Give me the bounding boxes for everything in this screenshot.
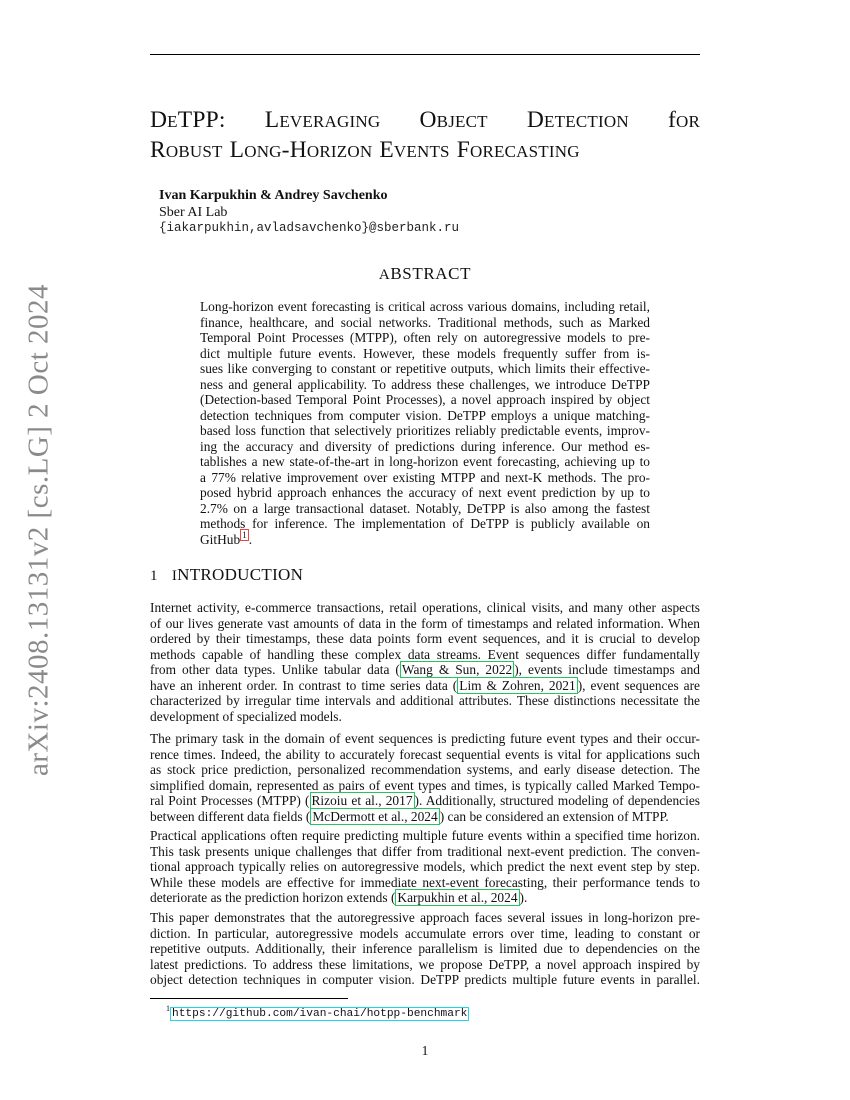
text-line — [150, 662, 700, 678]
text-segment: between different data fields ( — [150, 808, 311, 824]
text-line: This task presents unique challenges that differ from traditional next-event prediction. The conven- — [150, 843, 700, 859]
text-line: diction. In particular, autoregressive models accumulate errors over time, leading to constant or — [150, 925, 700, 941]
citation-wang-sun[interactable]: Wang & Sun, 2022 — [401, 662, 513, 677]
title-word: DETECTION — [526, 107, 629, 133]
abstract-line: tablishes a new state-of-the-art in long-horizon event forecasting, achieving up to — [200, 454, 650, 469]
text-line: latest predictions. To address these limitations, we propose DeTPP, a novel approach inspired by — [150, 956, 700, 972]
abstract-line: posed hybrid approach enhances the accuracy of next event prediction by up to — [200, 485, 650, 500]
text-line: This paper demonstrates that the autoregressive approach faces several issues in long-horizon pre- — [150, 910, 700, 925]
text-line: as stock price prediction, personalized recommendation systems, and early disease detection. The — [150, 762, 700, 777]
abstract-line: finance, healthcare, and social networks. Traditional methods, such as Marked — [200, 314, 650, 330]
author-emails: {iakarpukhin,avladsavchenko}@sberbank.ru — [159, 221, 460, 235]
intro-paragraph-4 — [150, 910, 700, 988]
text-line: The primary task in the domain of event sequences is predicting future event types and their occur- — [150, 731, 700, 746]
section-number: 1 — [150, 568, 158, 584]
period: . — [248, 531, 253, 547]
title-word: fOR — [667, 107, 700, 133]
text-line: tional approach typically relies on autoregressive models, which predict the next event step by step. — [150, 859, 700, 874]
text-line: methods capable of handling these complex data streams. Event sequences differ fundamentally — [150, 646, 700, 662]
footnote — [166, 1002, 469, 1021]
intro-paragraph-2 — [150, 731, 700, 824]
citation-mcdermott[interactable]: McDermott et al., 2024 — [312, 808, 438, 824]
paper-title — [150, 106, 700, 166]
abstract-body — [200, 299, 650, 547]
title-word: EVENTS — [379, 137, 450, 163]
title-line-2 — [150, 136, 700, 166]
title-word: LEVERAGING — [264, 107, 381, 133]
text-segment: deteriorate as the prediction horizon extends ( — [150, 890, 396, 905]
text-line: While these models are effective for immediate next-event forecasting, their performance tends to — [150, 874, 700, 890]
text-segment: ral Point Processes (MTPP) ( — [150, 793, 310, 808]
text-line: object detection techniques in computer vision. DeTPP predicts multiple future events in parallel. — [150, 972, 700, 987]
text-line — [150, 678, 700, 694]
top-rule — [150, 54, 700, 55]
text-line: Internet activity, e-commerce transactions, retail operations, clinical visits, and many other aspects — [150, 600, 700, 615]
text-line: ordered by their timestamps, these data points form event sequences, and it is crucial to develop — [150, 631, 700, 646]
abstract-line: Temporal Point Processes (MTPP), often rely on autoregressive models to pre- — [200, 330, 650, 345]
abstract-line: ing the accuracy and diversity of predictions during inference. Our method es- — [200, 438, 650, 454]
text-line: repetitive outputs. Additionally, their inference parallelism is limited due to dependencies on the — [150, 941, 700, 956]
citation-lim-zohren[interactable]: Lim & Zohren, 2021 — [459, 677, 576, 693]
text-line: rence times. Indeed, the ability to accurately forecast sequential events is vital for applications such — [150, 746, 700, 762]
text-line: development of specialized models. — [150, 708, 342, 724]
text-line — [150, 890, 700, 906]
section-title: INTRODUCTION — [171, 565, 304, 584]
text-line: simplified domain, represented as pairs of event types and times, is typically called Marked Tempo- — [150, 777, 700, 793]
abstract-line: ness and general applicability. To address these challenges, we introduce DeTPP — [200, 376, 650, 392]
affiliation: Sber AI Lab — [159, 205, 228, 220]
abstract-line: methods for inference. The implementation of DeTPP is publicly available on — [200, 516, 650, 531]
abstract-line — [200, 532, 650, 548]
text-line: Practical applications often require predicting multiple future events within a specified time horizon. — [150, 828, 700, 843]
title-word: DETPP: — [150, 107, 226, 133]
abstract-line: (Detection-based Temporal Point Processes), a novel approach inspired by object — [200, 392, 650, 407]
title-word: LONG-HORIZON — [229, 137, 373, 163]
abstract-line: a 77% relative improvement over existing MTPP and next-K methods. The pro- — [200, 469, 650, 485]
github-text: GitHub — [200, 531, 241, 547]
title-word: OBJECT — [419, 107, 488, 133]
text-segment: ) can be considered an extension of MTPP. — [439, 808, 669, 824]
text-segment: have an inherent order. In contrast to time series data ( — [150, 677, 458, 693]
abstract-heading: ABSTRACT — [378, 264, 472, 283]
footnote-rule — [150, 998, 348, 999]
title-word: ROBUST — [150, 137, 223, 163]
page-number: 1 — [421, 1043, 429, 1058]
abstract-line: dict multiple future events. However, these models frequently suffer from is- — [200, 345, 650, 361]
citation-rizoiu[interactable]: Rizoiu et al., 2017 — [311, 793, 413, 808]
github-url-link[interactable]: https://github.com/ivan-chai/hotpp-benchmark — [172, 1007, 468, 1020]
arxiv-stamp: arXiv:2408.13131v2 [cs.LG] 2 Oct 2024 — [22, 283, 55, 777]
text-segment: ), event sequences are — [577, 677, 700, 693]
citation-karpukhin[interactable]: Karpukhin et al., 2024 — [397, 890, 518, 905]
abstract-line: 2.7% on a large transactional dataset. Notably, DeTPP is also among the fastest — [200, 500, 650, 516]
footnote-mark: 1 — [166, 1004, 170, 1013]
text-line: characterized by irregular time intervals and additional attributes. These distinctions necessitate the — [150, 693, 700, 708]
intro-paragraph-3 — [150, 828, 700, 906]
text-segment: ). Additionally, structured modeling of dependencies — [414, 793, 700, 808]
abstract-line: Long-horizon event forecasting is critical across various domains, including retail, — [200, 299, 650, 314]
footnote-link[interactable]: 1 — [242, 530, 247, 541]
text-segment: from other data types. Unlike tabular data ( — [150, 662, 400, 677]
abstract-line: sues like converging to constant or repetitive outputs, which limits their effective- — [200, 361, 650, 376]
text-segment: ), events include timestamps and — [514, 662, 701, 677]
title-line-1 — [150, 106, 700, 136]
text-line: of our lives generate vast amounts of data in the form of timestamps and related information. When — [150, 615, 700, 631]
abstract-line: based loss function that selectively prioritizes reliably predictable events, improv- — [200, 423, 650, 438]
section-heading-introduction — [150, 565, 303, 585]
intro-paragraph-1 — [150, 600, 700, 724]
authors: Ivan Karpukhin & Andrey Savchenko — [159, 188, 388, 203]
title-word: FORECASTING — [456, 137, 580, 163]
text-line — [150, 793, 700, 809]
text-segment: ). — [519, 890, 528, 905]
text-line — [150, 809, 700, 825]
abstract-line: detection techniques from computer vision. DeTPP employs a unique matching- — [200, 407, 650, 423]
